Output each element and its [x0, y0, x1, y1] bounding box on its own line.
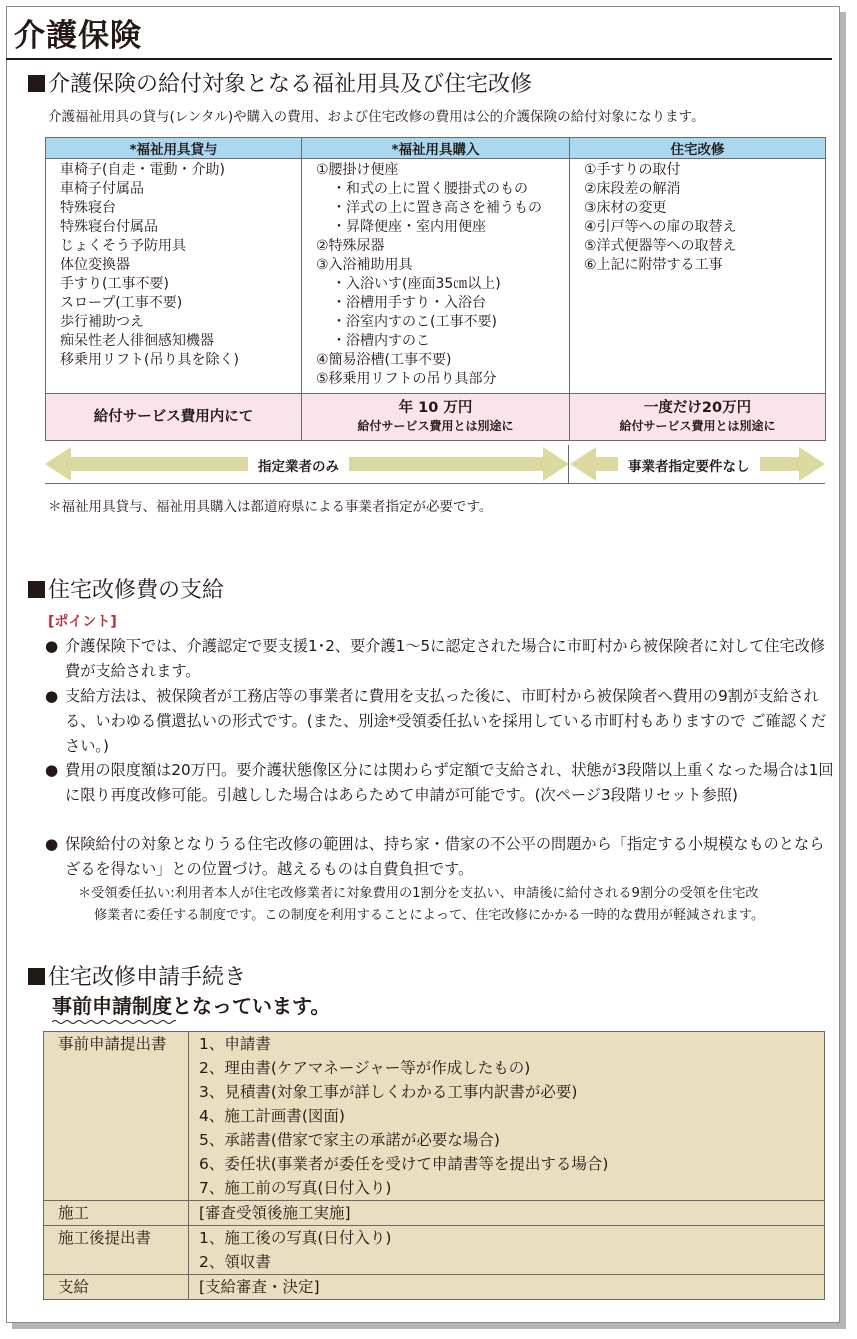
bullet-item — [45, 684, 835, 759]
list-item: 移乗用リフト(吊り具を除く) — [60, 352, 239, 368]
list-item: じょくそう予防用具 — [60, 238, 186, 254]
page-title: 介護保険 — [14, 18, 142, 54]
table-row — [44, 1032, 825, 1201]
fee-renovation — [570, 394, 826, 441]
footnote-line: ＊受領委任払い:利用者本人が住宅改修業者に対象費用の1割分を支払い、申請後に給付される9割分の受領を住宅改 — [78, 886, 759, 901]
arrow-left-head-icon — [45, 447, 71, 481]
section3-subheading — [52, 990, 330, 1019]
list-item: 車椅子(自走・電動・介助) — [60, 162, 225, 178]
arrow-right-head-icon — [543, 447, 569, 481]
footnote — [78, 883, 838, 927]
list-item: 手すり(工事不要) — [60, 276, 169, 292]
title-divider — [6, 58, 832, 60]
rental-items-cell — [46, 159, 302, 394]
section3-heading-text: 住宅改修申請手続き — [48, 965, 247, 990]
list-item: 車椅子付属品 — [60, 181, 144, 197]
list-item: スロープ(工事不要) — [60, 295, 183, 311]
table-row — [44, 1275, 825, 1300]
list-item: ⑥上記に附帯する工事 — [584, 257, 723, 273]
section2-heading-text: 住宅改修費の支給 — [48, 578, 225, 603]
bullet-dot-icon: ● — [45, 835, 59, 853]
bullet-dot-icon: ● — [45, 687, 59, 705]
list-item: 1、申請書 — [199, 1035, 271, 1053]
list-item: ・浴槽用手すり・入浴台 — [332, 295, 486, 311]
section1-heading — [28, 67, 532, 98]
fee-purchase — [302, 394, 570, 441]
row-label: 事前申請提出書 — [44, 1032, 189, 1201]
table-row — [44, 1201, 825, 1226]
fee-purchase-main: 年 10 万円 — [398, 400, 473, 416]
fee-renovation-main: 一度だけ20万円 — [643, 400, 752, 416]
point-label: [ポイント] — [48, 614, 117, 630]
list-item: 特殊寝台 — [60, 200, 116, 216]
list-item: ③床材の変更 — [584, 200, 667, 216]
section1-note: ＊福祉用具貸与、福祉用具購入は都道府県による事業者指定が必要です。 — [48, 499, 493, 515]
arrow-designated-label: 指定業者のみ — [248, 455, 349, 475]
list-item: 3、見積書(対象工事が詳しくわかる工事内訳書が必要) — [199, 1083, 578, 1101]
list-item: 体位変換器 — [60, 257, 130, 273]
arrow-divider — [568, 445, 569, 483]
row-items — [189, 1201, 825, 1226]
list-item: 5、承諾書(借家で家主の承諾が必要な場合) — [199, 1131, 500, 1149]
subheading-rest: となっています。 — [172, 994, 331, 1018]
row-items — [189, 1275, 825, 1300]
row-label: 施工 — [44, 1201, 189, 1226]
wavy-underline-icon — [52, 1019, 176, 1025]
list-item: ⑤移乗用リフトの吊り具部分 — [316, 371, 497, 387]
list-item: ・浴槽内すのこ — [332, 333, 430, 349]
list-item: ①手すりの取付 — [584, 162, 681, 178]
benefits-table — [45, 137, 826, 441]
square-bullet-icon — [28, 581, 45, 598]
list-item: ④引戸等への扉の取替え — [584, 219, 737, 235]
arrow-right-head-icon — [799, 447, 825, 481]
list-item: ・和式の上に置く腰掛式のもの — [332, 181, 528, 197]
fee-rental — [46, 394, 302, 441]
bullet-item — [45, 832, 835, 882]
fee-renovation-sub: 給付サービス費用とは別途に — [619, 419, 776, 433]
footnote-line: 修業者に委任する制度です。この制度を利用することによって、住宅改修にかかる一時的な費用が軽減されます。 — [94, 908, 765, 923]
bullet-text: 保険給付の対象となりうる住宅改修の範囲は、持ち家・借家の不公平の問題から「指定する小規模なものとならざるを得ない」との位置づけ。越えるものは自費負担です。 — [65, 835, 825, 878]
list-item: ・入浴いす(座面35㎝以上) — [332, 276, 501, 292]
list-item: ②床段差の解消 — [584, 181, 681, 197]
bullet-text: 支給方法は、被保険者が工務店等の事業者に費用を支払った後に、市町村から被保険者へ費用の9割が支給される、いわゆる償還払いの形式です。(また、別途*受領委任払いを採用している市町村もありますので ご確認ください。) — [65, 687, 827, 755]
row-label: 支給 — [44, 1275, 189, 1300]
renovation-items-cell — [570, 159, 826, 394]
arrow-left-head-icon — [570, 447, 596, 481]
list-item: ⑤洋式便器等への取替え — [584, 238, 737, 254]
row-label: 施工後提出書 — [44, 1226, 189, 1275]
square-bullet-icon — [28, 968, 45, 985]
col-header-purchase: *福祉用具購入 — [302, 138, 570, 159]
list-item: 痴呆性老人徘徊感知機器 — [60, 333, 214, 349]
fee-purchase-sub: 給付サービス費用とは別途に — [357, 419, 514, 433]
list-item: ④簡易浴槽(工事不要) — [316, 352, 452, 368]
table-row — [44, 1226, 825, 1275]
bullet-item — [45, 634, 835, 684]
bullet-text: 費用の限度額は20万円。要介護状態像区分には関わらず定額で支給され、状態が3段階以上重くなった場合は1回に限り再度改修可能。引越しした場合はあらためて申請が可能です。(次ページ3段階リセット参照) — [65, 761, 834, 804]
subheading-underlined: 事前申請制度 — [52, 994, 172, 1018]
list-item: ・洋式の上に置き高さを補うもの — [332, 200, 542, 216]
list-item: ①腰掛け便座 — [316, 162, 399, 178]
square-bullet-icon — [28, 75, 45, 92]
list-item: 1、施工後の写真(日付入り) — [199, 1229, 392, 1247]
list-item: ・昇降便座・室内用便座 — [332, 219, 486, 235]
list-item: 2、理由書(ケアマネージャー等が作成したもの) — [199, 1059, 531, 1077]
section3-heading — [28, 960, 246, 991]
col-header-rental: *福祉用具貸与 — [46, 138, 302, 159]
bullet-text: 介護保険下では、介護認定で要支援1･2、要介護1～5に認定された場合に市町村から被保険者に対して住宅改修費が支給されます。 — [65, 637, 826, 680]
section1-intro: 介護福祉用具の貸与(レンタル)や購入の費用、および住宅改修の費用は公的介護保険の給付対象になります。 — [48, 109, 705, 125]
list-item: 7、施工前の写真(日付入り) — [199, 1179, 392, 1197]
bullet-dot-icon: ● — [45, 637, 59, 655]
bullet-dot-icon: ● — [45, 761, 59, 779]
list-item: [審査受領後施工実施] — [199, 1204, 351, 1222]
list-item: 4、施工計画書(図面) — [199, 1107, 345, 1125]
fee-rental-text: 給付サービス費用内にて — [93, 409, 254, 425]
list-item: ・浴室内すのこ(工事不要) — [332, 314, 497, 330]
list-item: 6、委任状(事業者が委任を受けて申請書等を提出する場合) — [199, 1155, 609, 1173]
row-items — [189, 1032, 825, 1201]
bullet-item — [45, 758, 835, 808]
arrow-none-label: 事業者指定要件なし — [618, 455, 760, 475]
section1-heading-text: 介護保険の給付対象となる福祉用具及び住宅改修 — [48, 72, 533, 97]
arrow-baseline — [45, 483, 825, 484]
purchase-items-cell — [302, 159, 570, 394]
row-items — [189, 1226, 825, 1275]
col-header-renovation: 住宅改修 — [570, 138, 826, 159]
list-item: [支給審査・決定] — [199, 1278, 320, 1296]
list-item: 特殊寝台付属品 — [60, 219, 158, 235]
list-item: ②特殊尿器 — [316, 238, 385, 254]
procedure-table — [43, 1031, 825, 1300]
list-item: 歩行補助つえ — [60, 314, 144, 330]
list-item: 2、領収書 — [199, 1253, 271, 1271]
list-item: ③入浴補助用具 — [316, 257, 413, 273]
section2-heading — [28, 573, 224, 604]
